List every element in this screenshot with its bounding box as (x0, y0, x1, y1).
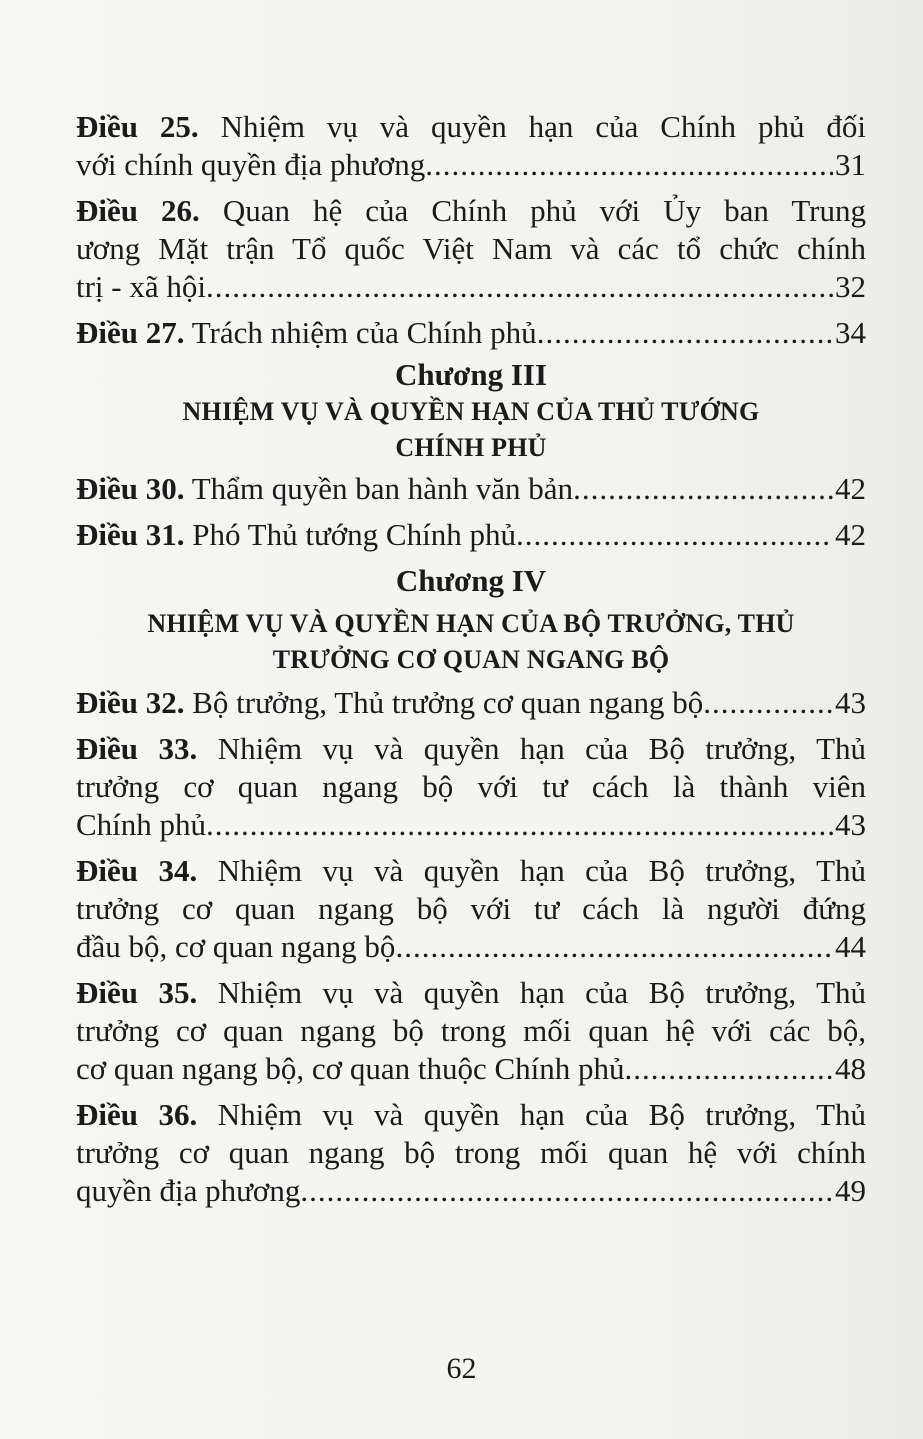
entry-text: Quan hệ của Chính phủ với Ủy ban Trung (222, 193, 866, 228)
leader-dots (425, 146, 833, 184)
leader-dots (625, 1050, 834, 1088)
page-ref: 32 (835, 269, 866, 304)
entry-text: Phó Thủ tướng Chính phủ (192, 517, 516, 552)
leader-dots (395, 928, 833, 966)
article-label: Điều 31. (76, 517, 185, 552)
entry-text: ương Mặt trận Tổ quốc Việt Nam và các tổ chức chính (76, 231, 866, 266)
entry-text: đầu bộ, cơ quan ngang bộ (76, 929, 396, 964)
toc-entry-31[interactable] (76, 516, 866, 554)
entry-text: Bộ trưởng, Thủ trưởng cơ quan ngang bộ (192, 685, 704, 720)
leader-dots (573, 470, 833, 508)
page-ref: 42 (835, 517, 866, 552)
article-label: Điều 27. (76, 315, 185, 350)
article-label: Điều 35. (76, 975, 198, 1010)
toc-entry-34[interactable] (76, 852, 866, 966)
leader-dots (537, 314, 833, 352)
entry-text: quyền địa phương (76, 1173, 301, 1208)
chapter-heading: NHIỆM VỤ VÀ QUYỀN HẠN CỦA BỘ TRƯỞNG, THỦ (147, 609, 795, 638)
toc-entry-32[interactable] (76, 684, 866, 722)
table-of-contents (76, 108, 866, 1210)
toc-entry-33[interactable] (76, 730, 866, 844)
toc-entry-25[interactable] (76, 108, 866, 184)
entry-text: cơ quan ngang bộ, cơ quan thuộc Chính phủ (76, 1051, 625, 1086)
entry-text: với chính quyền địa phương (76, 147, 426, 182)
entry-text: Nhiệm vụ và quyền hạn của Bộ trưởng, Thủ (217, 853, 866, 888)
article-label: Điều 33. (76, 731, 198, 766)
toc-entry-27[interactable] (76, 314, 866, 352)
entry-text: Nhiệm vụ và quyền hạn của Bộ trưởng, Thủ (217, 731, 866, 766)
page-ref: 34 (835, 315, 866, 350)
page-ref: 43 (835, 807, 866, 842)
page-ref: 42 (835, 471, 866, 506)
article-label: Điều 26. (76, 193, 200, 228)
entry-text: Chính phủ (76, 807, 207, 842)
chapter-heading: CHÍNH PHỦ (395, 433, 547, 462)
entry-text: Nhiệm vụ và quyền hạn của Bộ trưởng, Thủ (217, 1097, 866, 1132)
article-label: Điều 25. (76, 109, 199, 144)
page-number: 62 (446, 1352, 477, 1385)
article-label: Điều 36. (76, 1097, 198, 1132)
entry-text: trưởng cơ quan ngang bộ trong mối quan hệ với chính (76, 1135, 866, 1170)
leader-dots (703, 684, 833, 722)
article-label: Điều 34. (76, 853, 198, 888)
toc-entry-35[interactable] (76, 974, 866, 1088)
page-ref: 48 (835, 1051, 866, 1086)
chapter-heading: TRƯỞNG CƠ QUAN NGANG BỘ (272, 645, 670, 674)
entry-text: Thẩm quyền ban hành văn bản (191, 471, 574, 506)
chapter-title: Chương IV (395, 563, 547, 598)
article-label: Điều 30. (76, 471, 185, 506)
page-ref: 49 (835, 1173, 866, 1208)
entry-text: Nhiệm vụ và quyền hạn của Chính phủ đối (220, 109, 866, 144)
entry-text: trị - xã hội (76, 269, 206, 304)
toc-entry-26[interactable] (76, 192, 866, 306)
toc-entry-36[interactable] (76, 1096, 866, 1210)
page-ref: 31 (835, 147, 866, 182)
entry-text: trưởng cơ quan ngang bộ trong mối quan hệ với các bộ, (76, 1013, 866, 1048)
leader-dots (300, 1172, 833, 1210)
entry-text: trưởng cơ quan ngang bộ với tư cách là người đứng (76, 891, 866, 926)
entry-text: Nhiệm vụ và quyền hạn của Bộ trưởng, Thủ (217, 975, 866, 1010)
page-ref: 44 (835, 929, 866, 964)
article-label: Điều 32. (76, 685, 185, 720)
entry-text: Trách nhiệm của Chính phủ (191, 315, 537, 350)
chapter-heading: NHIỆM VỤ VÀ QUYỀN HẠN CỦA THỦ TƯỚNG (182, 397, 760, 426)
leader-dots (206, 268, 833, 306)
toc-entry-30[interactable] (76, 470, 866, 508)
leader-dots (516, 516, 833, 554)
page-ref: 43 (835, 685, 866, 720)
leader-dots (206, 806, 833, 844)
chapter-title: Chương III (394, 357, 548, 392)
entry-text: trưởng cơ quan ngang bộ với tư cách là thành viên (76, 769, 866, 804)
